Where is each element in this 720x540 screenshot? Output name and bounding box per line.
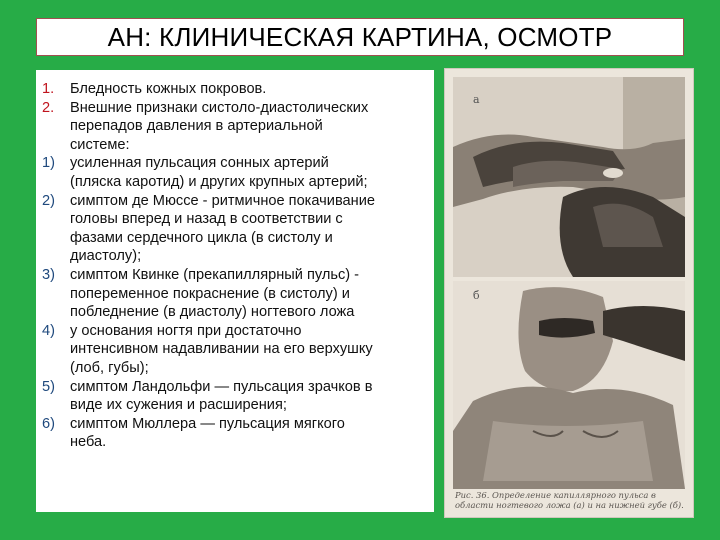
list-item-line (42, 322, 428, 341)
list-item-number (42, 359, 70, 378)
list-item-text: симптом Квинке (прекапиллярный пульс) - (70, 266, 360, 283)
list-item-number (42, 136, 70, 155)
list-item-number: 4) (42, 322, 55, 339)
list-item-number (42, 396, 70, 415)
photo-caption: Рис. 36. Определение капиллярного пульса в области ногтевого ложа (а) и на нижней губе (б). (455, 490, 684, 510)
list-item-text: неба. (70, 434, 107, 451)
list-item-number: 2) (42, 192, 55, 209)
list-item-number: 1) (42, 155, 55, 172)
hand-illustration (453, 77, 685, 277)
photo-label-b: б (473, 289, 480, 302)
slide-title (36, 18, 684, 56)
list-item-text: (пляска каротид) и других крупных артерий; (70, 173, 368, 190)
slide-title-text: АН: КЛИНИЧЕСКАЯ КАРТИНА, ОСМОТР (107, 21, 613, 52)
list-item-line (42, 396, 428, 415)
text-panel (36, 70, 434, 512)
list-item-text: симптом де Мюссе - ритмичное покачивание (70, 192, 375, 209)
list-item-line (42, 415, 428, 434)
list-item-number (42, 117, 70, 136)
list-item-line (42, 229, 428, 248)
list-item-number: 3) (42, 266, 55, 283)
list-item-text: симптом Ландольфи — пульсация зрачков в (70, 378, 373, 395)
list-item-line (42, 340, 428, 359)
list-item-number (42, 303, 70, 322)
list-item-text: побледнение (в диастолу) ногтевого ложа (70, 304, 355, 321)
list-item-line (42, 266, 428, 285)
list-item-number: 5) (42, 378, 55, 395)
list-item-line (42, 359, 428, 378)
list-item-number: 1. (42, 81, 55, 97)
photo-panel (444, 68, 694, 518)
list-item-number: 6) (42, 415, 55, 432)
list-item-text: Внешние признаки систоло-диастолических (70, 99, 369, 116)
list-item-text: фазами сердечного цикла (в систолу и (70, 229, 333, 246)
list-item-line (42, 80, 428, 99)
list-item-number (42, 229, 70, 248)
list-item-number (42, 433, 70, 452)
list-item-line (42, 303, 428, 322)
list-item-text: попеременное покраснение (в систолу) и (70, 285, 350, 302)
photo-lip-pulse (453, 281, 685, 489)
list-item-line (42, 247, 428, 266)
list-item-text: усиленная пульсация сонных артерий (70, 155, 329, 172)
photo-hand-nail-pulse (453, 77, 685, 277)
list-item-line (42, 154, 428, 173)
list-item-line (42, 117, 428, 136)
list-item-text: Бледность кожных покровов. (70, 81, 267, 97)
list-item-line (42, 433, 428, 452)
list-item-text: у основания ногтя при достаточно (70, 322, 302, 339)
face-illustration (453, 281, 685, 489)
list-item-number (42, 340, 70, 359)
list-item-text: симптом Мюллера — пульсация мягкого (70, 415, 345, 432)
list-item-text: головы вперед и назад в соответствии с (70, 211, 343, 228)
list-item-line (42, 192, 428, 211)
list-item-number (42, 173, 70, 192)
list-item-text: интенсивном надавливании на его верхушку (70, 341, 373, 358)
list-item-text: виде их сужения и расширения; (70, 397, 287, 414)
list-item-number: 2. (42, 99, 55, 116)
list-item-line (42, 285, 428, 304)
list-item-number (42, 210, 70, 229)
list-item-text: системе: (70, 136, 130, 153)
list-item-line (42, 99, 428, 118)
list-item-number (42, 285, 70, 304)
list-item-text: диастолу); (70, 248, 142, 265)
list-item-text: перепадов давления в артериальной (70, 118, 323, 135)
list-item-line (42, 378, 428, 397)
list-item-number (42, 247, 70, 266)
list-item-line (42, 136, 428, 155)
list-item-line (42, 173, 428, 192)
list-item-line (42, 210, 428, 229)
list-item-text: (лоб, губы); (70, 359, 149, 376)
photo-label-a: а (473, 93, 480, 106)
